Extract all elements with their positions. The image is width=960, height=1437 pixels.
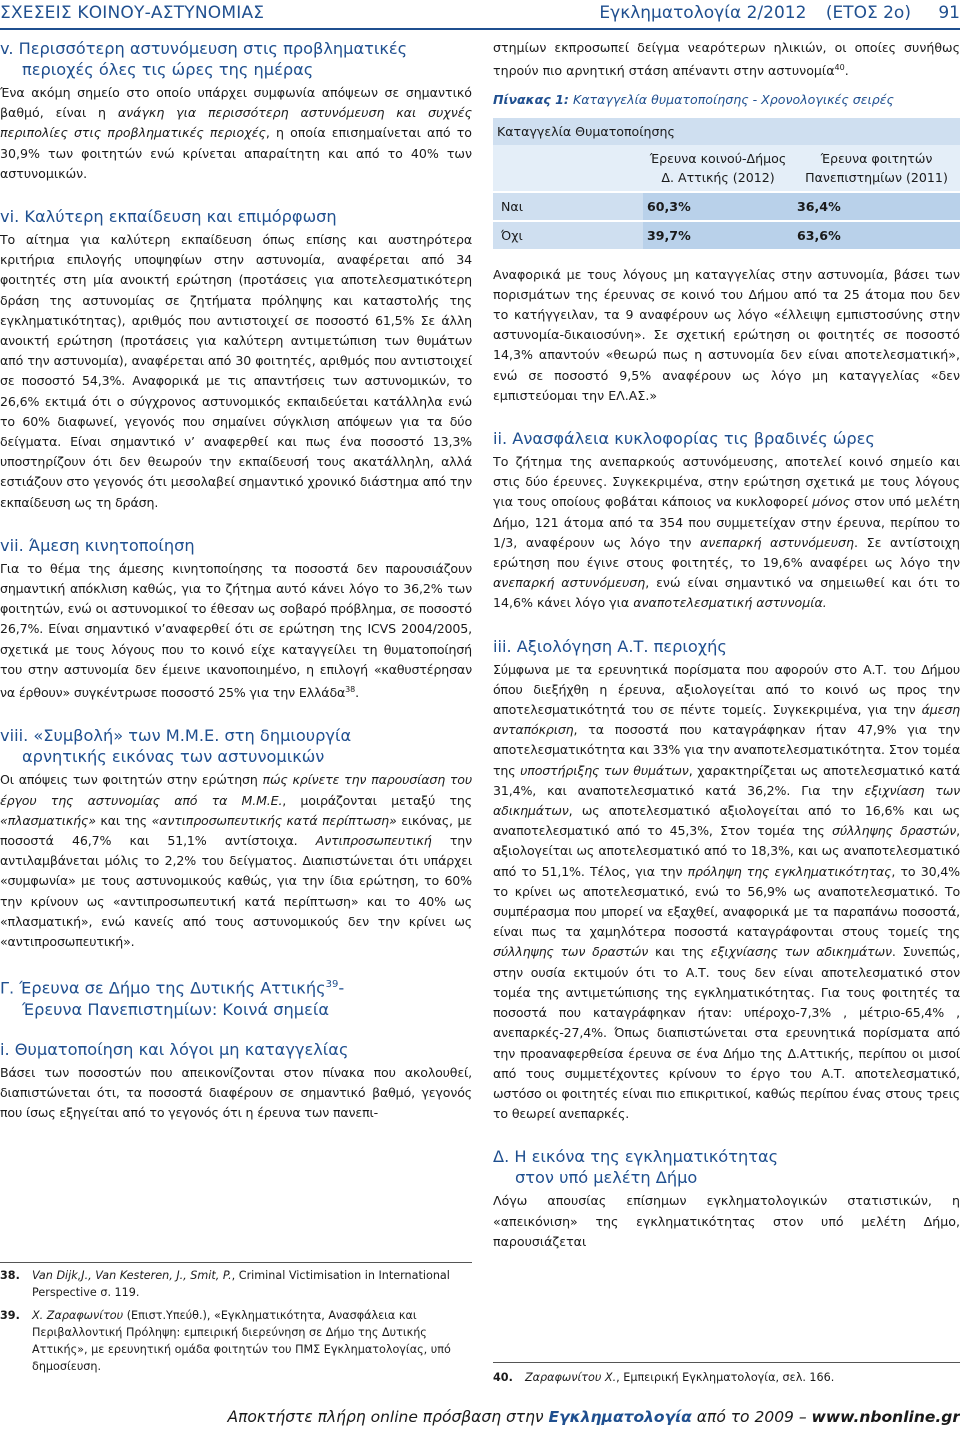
footnotes-left — [0, 1262, 472, 1381]
journal-name: Εγκληματολογία 2/2012 — [599, 3, 807, 23]
section-i-paragraph: Βάσει των ποσοστών που απεικονίζονται στον πίνακα που ακολουθεί, διαπιστώνεται ότι, τα ποσοστά διαφέρουν σε σημαντικό βαθμό, γεγονός που ίσως εξηγείται από το γεγονός ότι η έρευνα των πανεπι- — [0, 1064, 472, 1121]
website-link[interactable]: www.nbonline.gr — [811, 1408, 960, 1426]
section-v-title: v. Περισσότερη αστυνόμευση στις προβληματικές περιοχές όλες τις ώρες της ημέρας — [0, 39, 408, 79]
running-title: ΣΧΕΣΕΙΣ ΚΟΙΝΟΥ-ΑΣΤΥΝΟΜΙΑΣ — [0, 3, 265, 23]
section-ii-paragraph: Το ζήτημα της ανεπαρκούς αστυνόμευσης, αποτελεί κοινό σημείο και στις δύο έρευνες. Συγκεκριμένα, στην ερώτηση σχετικά με τους λόγους για τους οποίους φοβάται κάποιος να κυκλοφορεί μόνος στον υπό μελέτη Δήμο, 121 άτομα από τα 354 που συμμετείχαν στην έρευνα, περίπου το 1/3, αναφέρουν ως λόγο την ανεπαρκή αστυνόμευση. Σε αντίστοιχη ερώτηση που έγινε στους φοιτητές, το 19,6% αναφέρει ως λόγο την ανεπαρκή αστυνόμευση, ενώ είναι σημαντικό να σημειωθεί και ότι το 14,6% κάνει λόγο για αναποτελεσματική αστυνομία. — [493, 454, 960, 611]
section-vii-title: vii. Άμεση κινητοποίηση — [0, 535, 195, 555]
section-d-title: Δ. Η εικόνα της εγκληματικότητας στον υπό μελέτη Δήμο — [493, 1147, 779, 1188]
footnote-39: 39. Χ. Ζαραφωνίτου (Επιστ.Υπεύθ.), «Εγκληματικότητα, Ανασφάλεια και Περιβαλλοντική Πρόληψη: εμπειρική διερεύνηση σε Δήμο της Δυτικής Αττικής», με ερευνητική ομάδα φοιτητών του ΠΜΣ Εγκληματολογίας, υπό δημοσίευση. — [0, 1309, 451, 1373]
journal-year: (ΕΤΟΣ 2ο) — [825, 3, 911, 23]
section-viii-paragraph: Οι απόψεις των φοιτητών στην ερώτηση πώς κρίνετε την παρουσίαση του έργου της αστυνομίας από τα Μ.Μ.Ε., μοιράζονται μεταξύ της «πλασματικής» και της «αντιπροσωπευτικής κατά περίπτωση» εικόνας, με ποσοστά 46,7% και 51,1% αντίστοιχα. Αντιπροσωπευτική την αντιλαμβάνεται μόλις το 2,2% του δείγματος. Διαπιστώνεται ότι υπάρχει «συμφωνία» με τους αστυνομικούς καθώς, για την ίδια ερώτηση, το 60% την κρίνουν ως «αντιπροσωπευτική κατά περίπτωση» και το 40% ως «πλασματική», ενώ κανείς από τους αστυνομικούς δεν την κρίνει ως «αντιπροσωπευτική». — [0, 772, 472, 950]
page-number: 91 — [938, 3, 960, 23]
continued-paragraph: στημίων εκπροσωπεί δείγμα νεαρότερων ηλικιών, οι οποίες συνήθως τηρούν πιο αρνητική στάση απέναντι στην αστυνομία$^{40}$. — [493, 40, 960, 79]
left-column — [0, 38, 472, 1123]
table-header-col2: Έρευνα φοιτητών Πανεπιστημίων (2011) — [793, 145, 960, 192]
cell-value: 63,6% — [793, 221, 960, 249]
section-viii-title: viii. «Συμβολή» των Μ.Μ.Ε. στη δημιουργία αρνητικής εικόνας των αστυνομικών — [0, 726, 352, 767]
section-vi-title: vi. Καλύτερη εκπαίδευση και επιμόρφωση — [0, 207, 337, 227]
section-vi-paragraph: Το αίτημα για καλύτερη εκπαίδευση όπως επίσης και αυστηρότερα κριτήρια επιλογής υποψηφίων στην αστυνομία, αναφέρεται από 34 φοιτητές στη μία ανοικτή ερώτηση (προτάσεις για αποτελεσματικότερη δράση της αστυνομίας σε ζητήματα πρόληψης και καταστολής της εγκληματικότητας), αριθμός που αντιστοιχεί σε ποσοστό 61,5% Σε άλλη ανοικτή ερώτηση (προτάσεις για καλύτερη αντιμετώπιση των θυμάτων από την αστυνομία), αναφέρεται από 30 φοιτητές, αριθμός που αντιστοιχεί σε ποσοστό 54,3%. Αναφορικά με τις απαντήσεις των αστυνομικών, το 26,6% εκτιμά ότι ο σύγχρονος αστυνομικός εκπαιδεύεται κατάλληλα ενώ το 60% διαφωνεί, γεγονός που σημαίνει σύγκλιση απόψεων για τα δύο δείγματα. Είναι σημαντικό ν’ αναφερθεί και πως ένα ποσοστό 13,3% υποστηρίζουν ότι δεν θεωρούν την εκπαίδευσή τους ακατάλληλη, αλλά εστιάζουν στο γεγονός ότι μεσολαβεί σημαντικό χρονικό διάστημα από την εκπαίδευση ως τη δράση. — [0, 232, 472, 510]
section-ii-title: ii. Ανασφάλεια κυκλοφορίας τις βραδινές ώρες — [493, 429, 875, 449]
paragraph-after-table: Αναφορικά με τους λόγους μη καταγγελίας στην αστυνομία, βάσει των πορισμάτων της έρευνας σε κοινό του Δήμου από τα 25 άτομα που δεν το κατήγγειλαν, τα 9 αναφέρουν ως λόγο «έλλειψη εμπιστοσύνης στην αστυνομία-δικαιοσύνη». Σε σχετική ερώτηση οι φοιτητές σε ποσοστό 14,3% απαντούν «θεωρώ πως η αστυνομία δεν είναι αποτελεσματική», ενώ σε ποσοστό 9,5% αναφέρουν ως λόγο μη καταγγελίας «δεν εμπιστεύομαι την ΕΛ.ΑΣ.» — [493, 266, 960, 403]
journal-info — [599, 3, 960, 23]
right-column — [493, 38, 960, 1252]
table-caption: Πίνακας 1: Καταγγελία θυματοποίησης - Χρονολογικές σειρές — [493, 91, 894, 107]
cell-value: 36,4% — [793, 192, 960, 221]
section-iii-title: iii. Αξιολόγηση Α.Τ. περιοχής — [493, 636, 727, 656]
table-row — [493, 221, 960, 249]
row-label: Ναι — [493, 192, 643, 221]
victimization-table — [493, 118, 960, 249]
table-row — [493, 192, 960, 221]
journal-brand: Εγκληματολογία — [548, 1408, 692, 1426]
page-header — [0, 0, 960, 30]
footnote-40: 40. Ζαραφωνίτου Χ., Εμπειρική Εγκληματολογία, σελ. 166. — [493, 1371, 835, 1384]
footnote-38: 38. Van Dijk,J., Van Kesteren, J., Smit, P., Criminal Victimisation in International Perspective σ. 119. — [0, 1269, 450, 1299]
cell-value: 60,3% — [643, 192, 793, 221]
page-footer: Αποκτήστε πλήρη online πρόσβαση στην Εγκληματολογία από το 2009 – www.nbonline.gr — [227, 1408, 960, 1426]
table-header-empty — [493, 145, 643, 192]
table-header-col1: Έρευνα κοινού-Δήμος Δ. Αττικής (2012) — [643, 145, 793, 192]
row-label: Όχι — [493, 221, 643, 249]
section-iii-paragraph: Σύμφωνα με τα ερευνητικά πορίσματα που αφορούν στο Α.Τ. του Δήμου όπου διεξήχθη η έρευνα, αξιολογείται από το κοινό ως προς την αποτελεσματικότητά του σε πέντε τομείς. Συγκεκριμένα, για την άμεση ανταπόκριση, τα ποσοστά που καταγράφηκαν ήταν 47,9% για την αποτελεσματικότητα και 33% για την αναποτελεσματικότητα. Στον τομέα της υποστήριξης των θυμάτων, χαρακτηρίζεται ως αποτελεσματικό κατά 31,4%, και αναποτελεσματικό κατά 36,2%. Για την εξιχνίαση των αδικημάτων, ως αποτελεσματικό αξιολογείται από το 16,6% και ως αναποτελεσματικό από το 45,3%, Στον τομέα της σύλληψης δραστών, αξιολογείται ως αποτελεσματικό από το 18,3%, και ως αναποτελεσματικό από το 51,1%. Τέλος, για την πρόληψη της εγκληματικότητας, το 30,4% το κρίνει ως αποτελεσματικό, ενώ το 56,9% ως αναποτελεσματικό. Το συμπέρασμα που μπορεί να εξαχθεί, αναφορικά με τα παραπάνω ποσοστά, είναι πως τα χαμηλότερα ποσοστά καταγράφονται στους τομείς της σύλληψης των δραστών και της εξιχνίασης των αδικημάτων. Συνεπώς, στην ουσία εκτιμούν ότι το Α.Τ. τους δεν είναι αποτελεσματικό στον τομέα της αντιμετώπισης της εγκληματικότητας. Για τους φοιτητές τα ποσοστά που καταγράφηκαν ήταν: υπέροχο-7,3% , μέτριο-65,4% , ανεπαρκές-27,4%. Όπως διαπιστώνεται στα ερευνητικά πορίσματα από την προαναφερθείσα έρευνα σε ένα Δήμο της Δ.Αττικής, περίπου οι μισοί από τους συμμετέχοντες κρίνουν το έργο του Α.Τ. αποτελεσματικό, ωστόσο οι φοιτητές είναι πιο επικριτικοί, καθώς περίπου ένας στους τρεις το θεωρεί ανεπαρκές. — [493, 661, 960, 1122]
cell-value: 39,7% — [643, 221, 793, 249]
section-d-paragraph: Λόγω απουσίας επίσημων εγκληματολογικών στατιστικών, η «απεικόνιση» της εγκληματικότητας στον υπό μελέτη Δήμο, παρουσιάζεται — [493, 1193, 960, 1249]
section-v-paragraph: Ένα ακόμη σημείο στο οποίο υπάρχει συμφωνία απόψεων σε σημαντικό βαθμό, είναι η ανάγκη για περισσότερη αστυνόμευση και συχνές περιπολίες στις προβληματικές περιοχές, η οποία επισημαίνεται από το 30,9% των φοιτητών ενώ κρίνεται απαραίτητη και από το 40% των αστυνομικών. — [0, 85, 472, 181]
table-title: Καταγγελία Θυματοποίησης — [493, 118, 960, 145]
footnotes-right — [493, 1362, 960, 1392]
section-i-title: i. Θυματοποίηση και λόγοι μη καταγγελίας — [0, 1039, 349, 1059]
section-g-title: Γ. Έρευνα σε Δήμο της Δυτικής Αττικής$^{39}$- Έρευνα Πανεπιστημίων: Κοινά σημεία — [0, 978, 345, 1019]
section-vii-paragraph: Για το θέμα της άμεσης κινητοποίησης τα ποσοστά δεν παρουσιάζουν σημαντική απόκλιση καθώς, για το ζήτημα αυτό κάνει λόγο το 36,2% των φοιτητών, ενώ οι αστυνομικοί το έθεσαν ως σοβαρό πρόβλημα, σε ποσοστό 26,7%. Είναι σημαντικό ν’αναφερθεί ότι σε ερώτηση της ICVS 2004/2005, σχετικά με τους λόγους που το κοινό είχε καταγγείλει τη θυματοποίησή του στην αστυνομία δεν έμεινε ικανοποιημένο, η επιλογή «καθυστέρησαν να έρθουν» συγκέντρωσε ποσοστό 25% για την Ελλάδα$^{38}$. — [0, 560, 472, 701]
